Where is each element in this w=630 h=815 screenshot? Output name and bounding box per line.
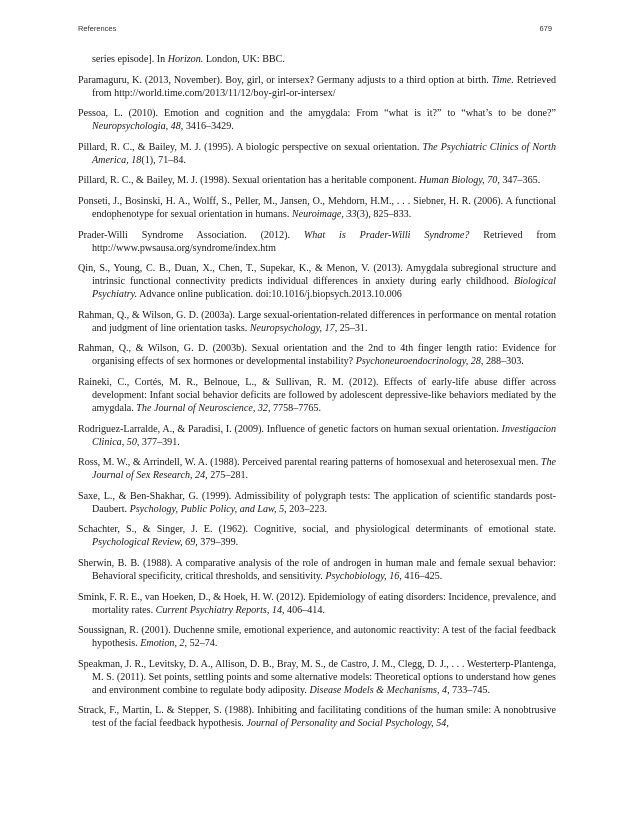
reference-source-italic: Psychology, Public Policy, and Law, 5	[129, 503, 285, 515]
reference-entry	[78, 490, 556, 516]
reference-text: , 406–414.	[282, 604, 325, 616]
reference-text: , 3416–3429.	[180, 121, 234, 133]
reference-source-italic: Horizon.	[167, 54, 204, 65]
reference-text: Strack, F., Martin, L. & Stepper, S. (1988). Inhibiting and facilitating conditions of the human smile: A nonobtrusive test of the facial feedback hypothesis.	[78, 705, 556, 730]
reference-entry	[78, 195, 556, 221]
reference-entry	[78, 423, 556, 449]
reference-source-italic: Current Psychiatry Reports, 14	[155, 604, 282, 616]
reference-source-italic: Disease Models & Mechanisms, 4	[309, 684, 448, 696]
reference-source-italic: The Journal of Neuroscience, 32	[136, 402, 268, 414]
reference-entry	[78, 557, 556, 583]
reference-text: Advance online publication. doi:10.1016/j.biopsych.2013.10.006	[137, 289, 402, 301]
reference-entry	[78, 658, 556, 697]
reference-text: Schachter, S., & Singer, J. E. (1962). Cognitive, social, and physiological determinants of emotional state.	[78, 524, 556, 536]
reference-text: Retrieved from http://www.pwsausa.org/syndrome/index.htm	[92, 229, 556, 254]
reference-text: , 275–281.	[205, 470, 249, 482]
reference-text: (1), 71–84.	[141, 154, 186, 166]
reference-text: Rahman, Q., & Wilson, G. D. (2003a). Large sexual-orientation-related differences in performance on mental rotation and judgment of line orientation tasks.	[78, 309, 556, 334]
reference-entry	[78, 523, 556, 549]
reference-text: Ponseti, J., Bosinski, H. A., Wolff, S., Peller, M., Jansen, O., Mehdorn, H.M., . . . Siebner, H. R. (2006). A functional endophenotype for sexual orientation in humans.	[78, 195, 556, 220]
reference-source-italic: Psychological Review, 69	[92, 537, 196, 549]
reference-text: Pessoa, L. (2010). Emotion and cognition and the amygdala: From “what is it?” to “what’s to be done?”	[78, 108, 556, 120]
reference-text: Retrieved from http://world.time.com/2013/11/12/boy-girl-or-intersex/	[92, 74, 556, 99]
reference-source-italic: Neuropsychologia, 48	[92, 121, 181, 133]
reference-text: , 377–391.	[136, 436, 180, 448]
reference-text: Qin, S., Young, C. B., Duan, X., Chen, T., Supekar, K., & Menon, V. (2013). Amygdala subregional structure and intrinsic functional connectivity predicts individual differences in anxiety during early childhood.	[78, 263, 556, 288]
reference-text: Soussignan, R. (2001). Duchenne smile, emotional experience, and autonomic reactivity: A test of the facial feedback hypothesis.	[78, 625, 556, 650]
reference-text: , 379–399.	[195, 537, 239, 549]
reference-source-italic: Time.	[491, 74, 514, 86]
reference-text: Smink, F. R. E., van Hoeken, D., & Hoek, H. W. (2012). Epidemiology of eating disorders: Incidence, prevalence, and mortality rates.	[78, 591, 556, 616]
reference-text: , 733–745.	[447, 684, 490, 696]
reference-source-italic: The Journal of Sex Research, 24	[92, 457, 556, 482]
reference-text: (3), 825–833.	[356, 208, 412, 220]
reference-entry	[78, 174, 556, 187]
reference-text: ,	[446, 718, 449, 730]
reference-entry	[78, 309, 556, 335]
reference-entry	[78, 376, 556, 415]
reference-source-italic: Psychoneuroendocrinology, 28	[355, 356, 481, 368]
reference-source-italic: The Psychiatric Clinics of North America, 18	[92, 141, 556, 166]
reference-text: Rodriguez-Larralde, A., & Paradisi, I. (2009). Influence of genetic factors on human sexual orientation.	[78, 423, 502, 435]
reference-text: Raineki, C., Cortés, M. R., Belnoue, L., & Sullivan, R. M. (2012). Effects of early-life abuse differ across development: Infant social behavior deficits are followed by adolescent depressive-like behaviors mediated by the amygdala.	[78, 376, 556, 414]
reference-source-italic: Neuropsychology, 17	[249, 322, 335, 334]
page-number: 679	[539, 24, 552, 33]
reference-source-italic: Emotion, 2	[140, 638, 185, 650]
reference-text: , 25–31.	[334, 322, 368, 334]
reference-text: London, UK: BBC.	[203, 54, 285, 65]
reference-text: Ross, M. W., & Arrindell, W. A. (1988). Perceived parental rearing patterns of homosexual and heterosexual men.	[78, 457, 541, 469]
reference-text: , 7758–7765.	[267, 402, 321, 414]
reference-source-italic: What is Prader-Willi Syndrome?	[303, 229, 470, 241]
reference-entry	[78, 456, 556, 482]
reference-entry	[78, 229, 556, 255]
reference-text: , 203–223.	[284, 503, 328, 515]
reference-entry	[78, 107, 556, 133]
reference-entry	[78, 624, 556, 650]
reference-text: Pillard, R. C., & Bailey, M. J. (1995). A biologic perspective on sexual orientation.	[78, 141, 423, 153]
reference-text: Prader-Willi Syndrome Association. (2012).	[78, 229, 304, 241]
reference-list	[78, 53, 556, 738]
reference-text: Paramaguru, K. (2013, November). Boy, girl, or intersex? Germany adjusts to a third option at birth.	[78, 74, 492, 86]
reference-source-italic: Biological Psychiatry.	[92, 276, 556, 301]
reference-text: , 347–365.	[497, 175, 541, 187]
reference-source-italic: Neuroimage, 33	[291, 208, 357, 220]
running-head-title: References	[78, 24, 117, 33]
reference-text: Rahman, Q., & Wilson, G. D. (2003b). Sexual orientation and the 2nd to 4th finger length ratio: Evidence for organising effects of sex hormones or developmental instability?	[78, 343, 556, 368]
reference-entry	[78, 591, 556, 617]
reference-source-italic: Psychobiology, 16	[325, 570, 400, 582]
reference-text: Saxe, L., & Ben-Shakhar, G. (1999). Admissibility of polygraph tests: The application of scientific standards post-Daubert.	[78, 490, 556, 515]
reference-text: , 416–425.	[399, 570, 443, 582]
reference-text: Sherwin, B. B. (1988). A comparative analysis of the role of androgen in human male and female sexual behavior: Behavioral specificity, critical thresholds, and sensitivity.	[78, 557, 556, 582]
reference-text: Speakman, J. R., Levitsky, D. A., Allison, D. B., Bray, M. S., de Castro, J. M., Clegg, D. J., . . . Westerterp-Plantenga, M. S. (2011). Set points, settling points and some alternative models: Theoretical options to understand how genes and environment combine to regulate body adiposity.	[78, 658, 556, 696]
reference-entry	[78, 704, 556, 730]
reference-entry	[78, 342, 556, 368]
reference-entry	[78, 141, 556, 167]
reference-source-italic: Journal of Personality and Social Psychology, 54	[246, 718, 447, 730]
reference-text: , 52–74.	[184, 638, 218, 650]
reference-text: Pillard, R. C., & Bailey, M. J. (1998). Sexual orientation has a heritable component.	[78, 175, 420, 187]
reference-entry-continued	[78, 53, 556, 66]
reference-entry	[78, 74, 556, 100]
reference-entry	[78, 262, 556, 301]
reference-text: , 288–303.	[480, 356, 524, 368]
reference-source-italic: Investigacion Clinica, 50	[92, 423, 556, 448]
reference-text: series episode]. In	[92, 54, 168, 65]
running-head	[78, 24, 552, 33]
reference-source-italic: Human Biology, 70	[419, 175, 498, 187]
